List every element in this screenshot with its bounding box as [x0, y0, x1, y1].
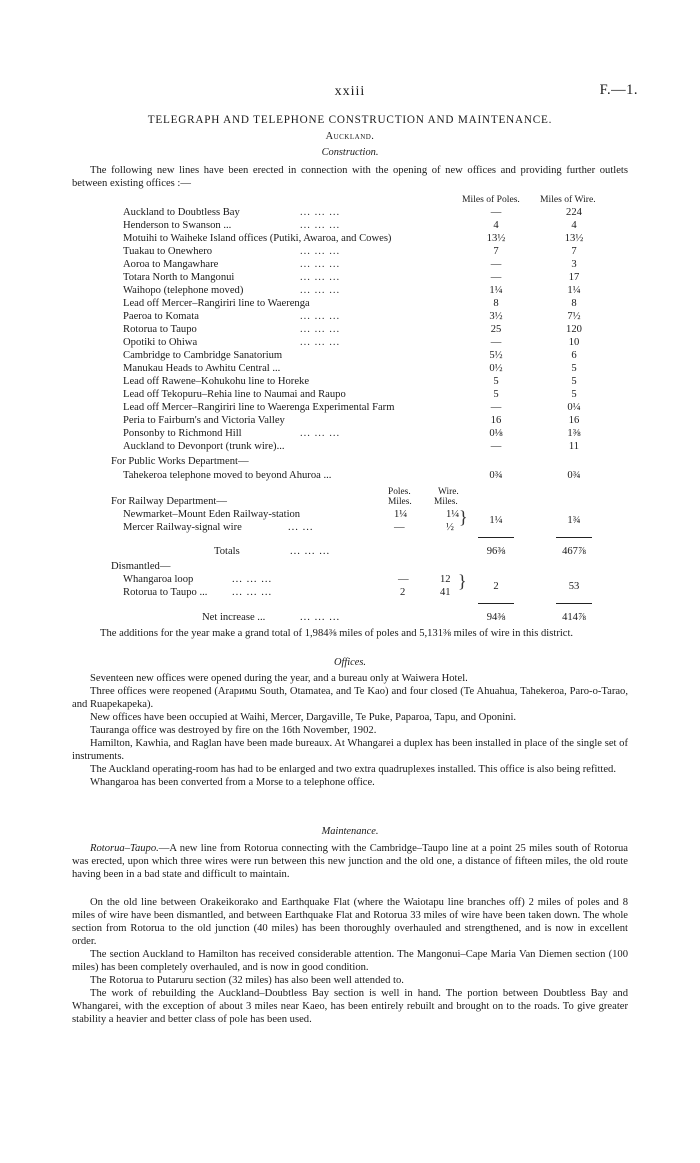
maintenance-paragraph [72, 842, 628, 881]
miles-of-wire: 7 [571, 246, 577, 257]
railway-total-wire: 1¾ [567, 515, 581, 526]
railway-poles: — [394, 522, 405, 533]
miles-of-wire: 224 [566, 207, 582, 218]
line-name: Ponsonby to Richmond Hill [123, 428, 242, 439]
page-number: xxiii [334, 84, 366, 99]
miles-of-poles: — [490, 441, 502, 452]
miles-of-poles: 16 [490, 415, 502, 426]
leader-dots: ... ... ... [300, 220, 341, 231]
line-name: Lead off Mercer–Rangiriri line to Waerenga Experimental Farm [123, 402, 395, 413]
railway-total-poles: 1¼ [489, 515, 503, 526]
dismantled-poles: — [398, 574, 409, 585]
table-row [0, 375, 700, 388]
table-row [0, 258, 700, 271]
district-heading: Auckland. [325, 131, 375, 142]
dismantled-wire: 12 [440, 574, 451, 585]
dismantled-total-wire: 53 [568, 581, 580, 592]
miles-of-poles: 8 [493, 298, 499, 309]
leader-dots: ... ... ... [300, 337, 341, 348]
miles-of-wire: 0¼ [567, 402, 581, 413]
line-name: Peria to Fairburn's and Victoria Valley [123, 415, 285, 426]
miles-of-poles: — [490, 272, 502, 283]
public-works-row [0, 469, 700, 482]
table-row [0, 232, 700, 245]
line-name: Lead off Mercer–Rangiriri line to Waerenga [123, 298, 310, 309]
totals-wire: 467⅞ [562, 546, 586, 557]
dismantled-poles: 2 [400, 587, 406, 598]
miles-of-wire: 11 [568, 441, 580, 452]
miles-of-wire: 1¼ [567, 285, 581, 296]
rule [478, 603, 514, 604]
miles-of-wire: 5 [571, 389, 577, 400]
table-row [0, 245, 700, 258]
miles-of-wire: 4 [571, 220, 577, 231]
miles-of-wire: 7½ [567, 311, 581, 322]
col-header-poles: Miles of Poles. [462, 194, 520, 205]
construction-heading: Construction. [321, 147, 379, 158]
dismantled-row: Whangaroa loop ... ... ... — 12 [123, 574, 451, 585]
offices-paragraph: The Auckland operating-room has had to be enlarged and two extra quadruplexes installed. This office is also being refitted. [90, 764, 617, 775]
table-row [0, 271, 700, 284]
miles-of-poles: 5½ [489, 350, 503, 361]
maintenance-heading: Maintenance. [321, 826, 379, 837]
leader-dots: ... ... ... [300, 311, 341, 322]
line-name: Paeroa to Komata [123, 311, 199, 322]
intro-paragraph: The following new lines have been erected in connection with the opening of new offices and providing further outlets between existing offices :— [72, 165, 628, 189]
line-name: Waihopo (telephone moved) [123, 285, 244, 296]
additions-paragraph: The additions for the year make a grand total of 1,984⅜ miles of poles and 5,131⅜ miles of wire in this district. [100, 628, 574, 639]
railway-subheader-miles-poles: Miles. [388, 497, 412, 507]
railway-subheader-miles-wire: Miles. [434, 497, 458, 507]
leader-dots: ... ... ... [300, 246, 341, 257]
line-name: Aoroa to Mangawhare [123, 259, 219, 270]
miles-of-wire: 17 [568, 272, 580, 283]
line-name: Rotorua to Taupo [123, 324, 197, 335]
page-title: TELEGRAPH AND TELEPHONE CONSTRUCTION AND MAINTENANCE. [147, 114, 553, 126]
table-row [0, 349, 700, 362]
line-name: Whangaroa loop [123, 574, 194, 585]
line-name: Auckland to Devonport (trunk wire)... [123, 441, 285, 452]
maintenance-paragraph: The section Auckland to Hamilton has received considerable attention. The Mangonui–Cape Maria Van Diemen section (100 miles) has been completely overhauled, and is now in good condition. [72, 949, 628, 973]
maintenance-paragraph: The work of rebuilding the Auckland–Doubtless Bay section is well in hand. The portion between Doubtless Bay and Whangarei, with the exception of about 3 miles near Kaeo, has been entirely rebuilt and brought on to the roads. To give greater stability a heavier and better class of pole has been used. [72, 988, 628, 1025]
line-name: Totara North to Mangonui [123, 272, 235, 283]
leader-dots: ... ... ... [300, 285, 341, 296]
railway-row: Mercer Railway-signal wire ... ... — ½ [123, 522, 454, 533]
brace-icon: } [458, 571, 467, 591]
railway-label: For Railway Department— [111, 496, 227, 507]
railway-total-row [0, 514, 700, 527]
line-name: Rotorua to Taupo ... [123, 587, 208, 598]
line-name: Tuakau to Onewhero [123, 246, 213, 257]
offices-section [72, 672, 628, 789]
miles-of-poles: 5 [493, 376, 499, 387]
table-row [0, 297, 700, 310]
dismantled-total-row [0, 580, 700, 593]
miles-of-poles: — [490, 207, 502, 218]
line-name: Motuihi to Waiheke Island offices (Putiki, Awaroa, and Cowes) [123, 233, 392, 244]
dismantled-wire: 41 [440, 587, 451, 598]
miles-of-wire: 0¾ [567, 470, 581, 481]
leader-dots: ... ... ... [300, 207, 341, 218]
offices-paragraph: Tauranga office was destroyed by fire on the 16th November, 1902. [90, 725, 377, 736]
offices-paragraph: Whangaroa has been converted from a Morse to a telephone office. [90, 777, 375, 788]
line-name: Manukau Heads to Awhitu Central ... [123, 363, 281, 374]
table-row [0, 219, 700, 232]
line-name: Newmarket–Mount Eden Railway-station [123, 509, 301, 520]
dismantled-label: Dismantled— [111, 561, 171, 572]
page-reference: F.—1. [599, 82, 638, 98]
offices-paragraph: Seventeen new offices were opened during the year, and a bureau only at Waiwera Hotel. [90, 673, 468, 684]
miles-of-poles: 0½ [489, 363, 503, 374]
dismantled-total-poles: 2 [493, 581, 499, 592]
maintenance-paragraph: The Rotorua to Putaruru section (32 miles) has also been well attended to. [90, 975, 404, 986]
line-name: Auckland to Doubtless Bay [123, 207, 240, 218]
table-row [0, 401, 700, 414]
table-row [0, 310, 700, 323]
table-row [0, 336, 700, 349]
leader-dots: ... ... ... [300, 324, 341, 335]
miles-of-poles: 1¼ [489, 285, 503, 296]
railway-poles: 1¼ [394, 509, 408, 520]
leader-dots: ... ... ... [300, 259, 341, 270]
miles-of-poles: 3½ [489, 311, 503, 322]
maintenance-paragraph: On the old line between Orakeikorako and Earthquake Flat (where the Waiotapu line branches off) 2 miles of poles and 8 miles of wire have been dismantled, and between Earthquake Flat and Rotorua 33 miles of wire have been taken down. The whole section from Rotorua to the old junction (40 miles) has been thoroughly overhauled and strengthened, and is now in excellent order. [72, 897, 628, 947]
miles-of-poles: 25 [490, 324, 502, 335]
table-row [0, 427, 700, 440]
maintenance-text: —A new line from Rotorua connecting with the Cambridge–Taupo line at a point 25 miles south of Rotorua was erected, upon which three wires were run between this new junction and the old one, a distance of fifteen miles, the old route having been in a bad state and difficult to maintain. [72, 843, 628, 880]
dismantled-row: Rotorua to Taupo ... ... ... ... 2 41 [123, 587, 451, 598]
miles-of-poles: 7 [493, 246, 499, 257]
brace-icon: } [459, 507, 468, 527]
totals-label: Totals [214, 546, 240, 557]
table-row [0, 206, 700, 219]
totals-poles: 96⅜ [486, 546, 506, 557]
table-row [0, 388, 700, 401]
table-row [0, 284, 700, 297]
line-name: Lead off Rawene–Kohukohu line to Horeke [123, 376, 310, 387]
rule [556, 603, 592, 604]
line-name: Henderson to Swanson ... [123, 220, 232, 231]
miles-of-poles: 5 [493, 389, 499, 400]
miles-of-poles: — [490, 337, 502, 348]
table-row [0, 414, 700, 427]
miles-of-wire: 6 [571, 350, 577, 361]
miles-of-wire: 120 [566, 324, 582, 335]
miles-of-poles: — [490, 259, 502, 270]
table-row [0, 440, 700, 453]
miles-of-wire: 1⅜ [567, 428, 581, 439]
line-name: Lead off Tekopuru–Rehia line to Naumai and Raupo [123, 389, 346, 400]
leader-dots: ... ... ... [300, 428, 341, 439]
table-row [0, 323, 700, 336]
miles-of-poles: 0¾ [489, 470, 503, 481]
offices-paragraph: Three offices were reopened (Araримu South, Otamatea, and Te Kao) and four closed (Te Ahuahua, Tahekeroa, Paro-o-Tarao, and Ruapekapeka). [72, 686, 628, 710]
miles-of-wire: 8 [571, 298, 577, 309]
railway-subheader-poles: Poles. [388, 487, 411, 497]
leader-dots: ... ... ... [300, 272, 341, 283]
public-works-label: For Public Works Department— [111, 456, 249, 467]
totals-row: Totals ... ... ... 96⅜ 467⅞ [0, 545, 700, 558]
miles-of-poles: 4 [493, 220, 499, 231]
miles-of-poles: 13½ [486, 233, 506, 244]
line-name: Opotiki to Ohiwa [123, 337, 198, 348]
offices-paragraph: Hamilton, Kawhia, and Raglan have been made bureaux. At Whangarei a duplex has been installed in place of the single set of instruments. [72, 738, 628, 762]
railway-wire: 1¼ [446, 509, 460, 520]
miles-of-poles: — [490, 402, 502, 413]
miles-of-wire: 16 [568, 415, 580, 426]
line-name: Cambridge to Cambridge Sanatorium [123, 350, 283, 361]
line-name: Mercer Railway-signal wire [123, 522, 242, 533]
miles-of-wire: 10 [568, 337, 580, 348]
maintenance-lead: Rotorua–Taupo. [90, 843, 159, 854]
miles-of-wire: 5 [571, 363, 577, 374]
miles-of-wire: 13½ [564, 233, 584, 244]
net-label: Net increase ... [202, 612, 266, 623]
railway-wire: ½ [446, 522, 454, 533]
maintenance-section [72, 896, 628, 1026]
miles-of-wire: 5 [571, 376, 577, 387]
railway-subheader-wire: Wire. [438, 487, 459, 497]
rule [478, 537, 514, 538]
table-row [0, 362, 700, 375]
col-header-wire: Miles of Wire. [540, 194, 596, 205]
line-name: Tahekeroa telephone moved to beyond Ahuroa ... [123, 470, 332, 481]
rule [556, 537, 592, 538]
offices-heading: Offices. [333, 657, 367, 668]
miles-of-wire: 3 [571, 259, 577, 270]
miles-of-poles: 0⅛ [489, 428, 503, 439]
net-wire: 414⅞ [562, 612, 586, 623]
offices-paragraph: New offices have been occupied at Waihi, Mercer, Dargaville, Te Puke, Paparoa, Tapu, and Oponini. [90, 712, 517, 723]
net-poles: 94⅜ [486, 612, 506, 623]
net-increase-row: Net increase ... ... ... ... 94⅜ 414⅞ [0, 611, 700, 624]
